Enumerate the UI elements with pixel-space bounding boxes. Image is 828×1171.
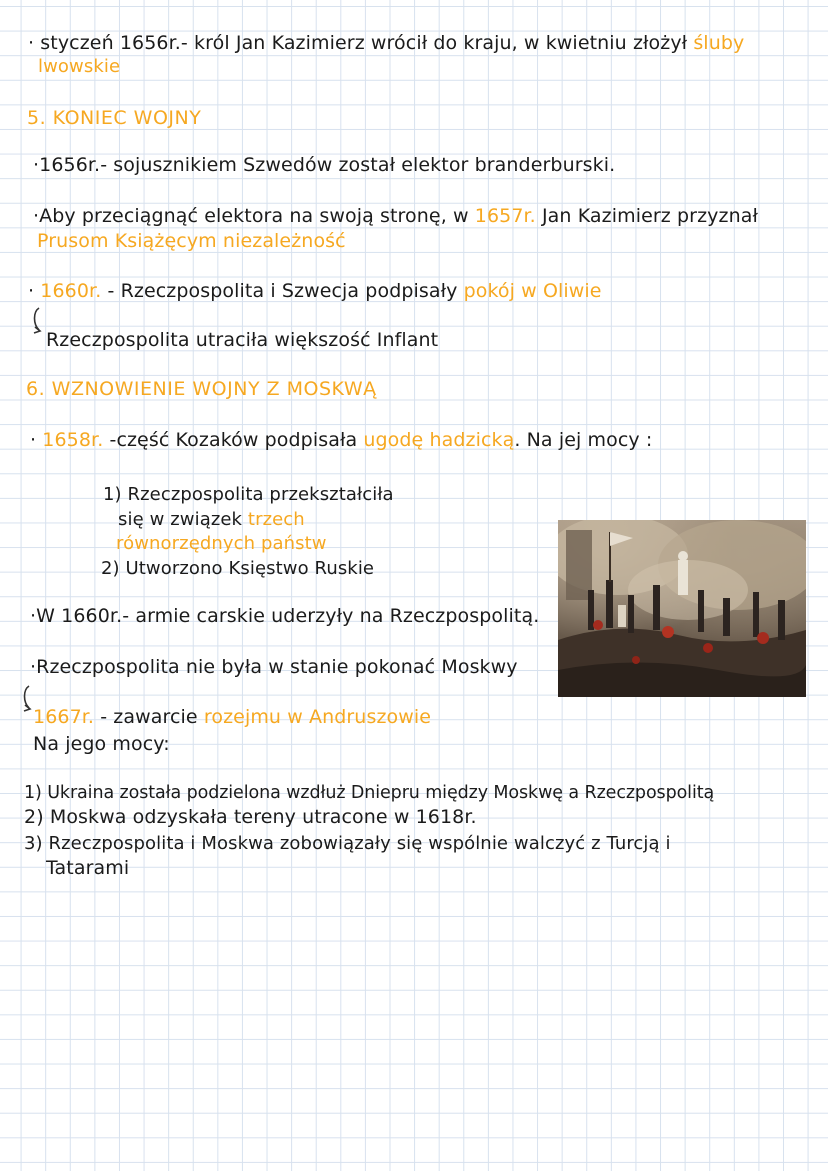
note-text: się w związek [118, 509, 243, 530]
highlight-text: lwowskie [38, 56, 121, 77]
note-list-item-5b: Tatarami [46, 857, 130, 879]
year-text: 1660r. [40, 280, 102, 302]
highlight-text: ugodę hadzicką [363, 429, 515, 451]
note-text: styczeń 1656r.- król Jan Kazimierz wrócił do kraju, w kwietniu złożył [40, 32, 688, 54]
year-text: 1657r. [474, 205, 536, 227]
bullet: · [28, 32, 35, 54]
bullet: · [30, 429, 37, 451]
note-line-1 [28, 31, 744, 55]
note-list-item-1c [116, 532, 327, 556]
note-line-2: ·1656r.- sojusznikiem Szwedów został elektor branderburski. [33, 154, 616, 176]
curved-arrow-icon [30, 306, 46, 341]
note-line-10 [33, 705, 431, 729]
note-text: ·Aby przeciągnąć elektora na swoją stronę, w [33, 205, 469, 227]
note-line-8: ·W 1660r.- armie carskie uderzyły na Rzeczpospolitą. [30, 605, 540, 627]
note-line-4 [28, 279, 602, 303]
battle-painting [558, 520, 806, 697]
note-line-3b [37, 229, 346, 253]
note-line-5: Rzeczpospolita utraciła większość Inflant [46, 329, 439, 351]
year-text: 1667r. [33, 706, 95, 728]
bullet: · [28, 280, 35, 302]
highlight-text: pokój w Oliwie [463, 280, 602, 302]
note-line-1b [38, 55, 120, 79]
highlight-text: śluby [693, 32, 745, 54]
note-text: - Rzeczpospolita i Szwecja podpisały [107, 280, 458, 302]
note-line-11: Na jego mocy: [33, 733, 170, 755]
section-heading-5: 5. KONIEC WOJNY [27, 107, 202, 129]
note-text: Jan Kazimierz przyznał [541, 205, 758, 227]
note-list-item-1: 1) Rzeczpospolita przekształciła [103, 484, 394, 505]
highlight-text: trzech [247, 509, 305, 530]
note-line-9: ·Rzeczpospolita nie była w stanie pokonać Moskwy [30, 656, 518, 678]
note-list-item-3: 1) Ukraina została podzielona wzdłuż Dniepru między Moskwę a Rzeczpospolitą [24, 783, 715, 803]
highlight-text: Prusom Książęcym niezależność [37, 230, 346, 252]
note-list-item-4: 2) Moskwa odzyskała tereny utracone w 1618r. [24, 806, 477, 828]
note-list-item-5: 3) Rzeczpospolita i Moskwa zobowiązały się wspólnie walczyć z Turcją i [24, 833, 671, 854]
note-list-item-2: 2) Utworzono Księstwo Ruskie [101, 558, 375, 579]
highlight-text: równorzędnych państw [116, 533, 327, 554]
year-text: 1658r. [42, 429, 104, 451]
section-heading-6: 6. WZNOWIENIE WOJNY Z MOSKWĄ [26, 378, 377, 400]
note-list-item-1b [118, 508, 305, 532]
note-line-3 [33, 204, 758, 228]
note-line-6 [30, 428, 652, 452]
highlight-text: rozejmu w Andruszowie [203, 706, 432, 728]
note-text: -część Kozaków podpisała [109, 429, 358, 451]
note-text: - zawarcie [100, 706, 198, 728]
note-text: . Na jej mocy : [514, 429, 653, 451]
